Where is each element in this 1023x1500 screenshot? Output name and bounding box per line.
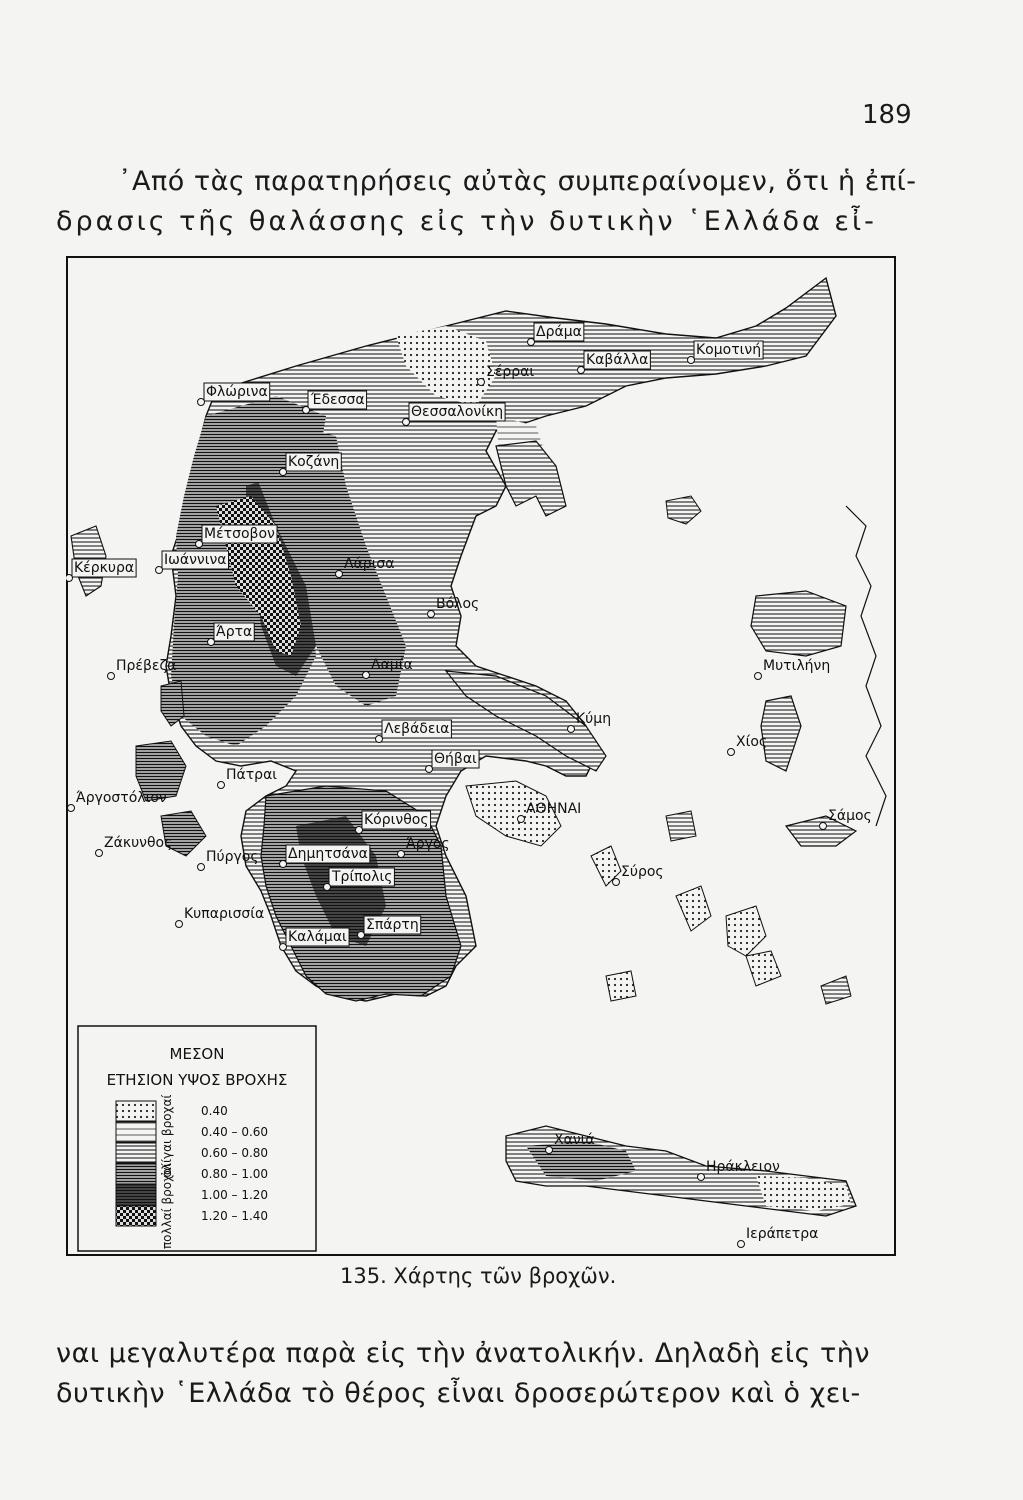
- city-marker-chios: [728, 749, 735, 756]
- place-label-florina: Φλώρινα: [206, 384, 268, 400]
- city-marker-korinthos: [356, 827, 363, 834]
- place-label-argostolion: Άργοστόλιον: [76, 790, 167, 806]
- city-marker-levadeia: [376, 736, 383, 743]
- place-label-sparti: Σπάρτη: [366, 917, 419, 933]
- place-label-chios: Χίος: [736, 734, 768, 750]
- body-text-line-3: ναι μεγαλυτέρα παρὰ εἰς τὴν ἀνατολικήν. Δηλαδὴ εἰς τὴν: [56, 1338, 870, 1369]
- city-marker-thessaloniki: [403, 419, 410, 426]
- place-label-kalamai: Καλάμαι: [288, 929, 347, 945]
- city-marker-patrai: [218, 782, 225, 789]
- place-label-drama: Δράμα: [536, 324, 582, 340]
- city-marker-metsovon: [196, 541, 203, 548]
- city-marker-edessa: [303, 407, 310, 414]
- city-marker-preveza: [108, 673, 115, 680]
- place-label-kozani: Κοζάνη: [288, 454, 340, 470]
- body-text-line-4: δυτικὴν ῾Ελλάδα τὸ θέρος εἶναι δροσερώτερον καὶ ὁ χει-: [56, 1378, 861, 1409]
- city-marker-chania: [546, 1147, 553, 1154]
- city-marker-drama: [528, 339, 535, 346]
- city-marker-thivai: [426, 766, 433, 773]
- legend-swatch-5: [116, 1206, 156, 1226]
- city-marker-athinai: [518, 816, 525, 823]
- city-marker-florina: [198, 399, 205, 406]
- legend-swatch-0: [116, 1101, 156, 1121]
- place-label-athinai: ΑΘΗΝΑΙ: [526, 801, 582, 817]
- lesbos-island: [751, 591, 846, 656]
- legend-swatch-1: [116, 1122, 156, 1142]
- place-label-thessaloniki: Θεσσαλονίκη: [411, 404, 504, 420]
- city-marker-sparti: [358, 932, 365, 939]
- place-label-kymi: Κύμη: [576, 711, 612, 727]
- place-label-irakleion: Ηράκλειον: [706, 1159, 780, 1175]
- city-marker-arta: [208, 639, 215, 646]
- map-canvas: [66, 256, 896, 1256]
- place-label-zakynthos: Ζάκυνθος: [104, 835, 173, 851]
- legend-swatch-4: [116, 1185, 156, 1205]
- city-marker-kymi: [568, 726, 575, 733]
- place-label-volos: Βόλος: [436, 596, 480, 612]
- page-number: 189: [862, 100, 912, 130]
- place-label-argos: Άργος: [406, 836, 450, 852]
- city-marker-lamia: [363, 672, 370, 679]
- city-marker-ioannina: [156, 567, 163, 574]
- city-marker-argostolion: [68, 805, 75, 812]
- legend-title-1: ΜΕΣΟΝ: [169, 1045, 225, 1063]
- city-marker-irakleion: [698, 1174, 705, 1181]
- place-label-serrai: Σέρραι: [486, 364, 535, 380]
- legend-group-high: πολλαί βροχαί: [160, 1162, 174, 1250]
- legend-label-1: 0.40 – 0.60: [201, 1125, 269, 1139]
- place-label-mytilini: Μυτιλήνη: [763, 658, 831, 674]
- place-label-thivai: Θήβαι: [434, 751, 477, 767]
- body-text-line-2: δρασις τῆς θαλάσσης εἰς τὴν δυτικὴν ῾Ελλάδα εἶ-: [56, 206, 877, 237]
- city-marker-syros: [613, 879, 620, 886]
- figure-caption: 135. Χάρτης τῶν βροχῶν.: [340, 1264, 617, 1288]
- chalkidiki: [496, 441, 566, 516]
- city-marker-mytilini: [755, 673, 762, 680]
- lefkada-island: [161, 681, 184, 726]
- city-marker-kalamai: [280, 944, 287, 951]
- place-label-ioannina: Ιωάννινα: [164, 552, 227, 568]
- place-label-tripolis: Τρίπολις: [332, 869, 393, 885]
- city-marker-samos: [820, 823, 827, 830]
- place-label-levadeia: Λεβάδεια: [384, 721, 450, 737]
- place-label-larisa: Λάρισα: [344, 556, 395, 572]
- city-marker-zakynthos: [96, 850, 103, 857]
- legend-group-low: ὀλίγαι βροχαί: [160, 1094, 174, 1178]
- city-marker-dimitsana: [280, 861, 287, 868]
- place-label-metsovon: Μέτσοβον: [204, 526, 275, 542]
- city-marker-pyrgos: [198, 864, 205, 871]
- legend-label-2: 0.60 – 0.80: [201, 1146, 269, 1160]
- legend-label-5: 1.20 – 1.40: [201, 1209, 269, 1223]
- legend-label-0: 0.40: [201, 1104, 228, 1118]
- place-label-samos: Σάμος: [828, 808, 872, 824]
- rainfall-map: [66, 256, 896, 1256]
- place-label-lamia: Λαμία: [371, 657, 413, 673]
- place-label-kerkyra: Κέρκυρα: [74, 560, 135, 576]
- city-marker-kerkyra: [66, 575, 73, 582]
- legend-swatch-3: [116, 1164, 156, 1184]
- legend-swatch-2: [116, 1143, 156, 1163]
- place-label-preveza: Πρέβεζα: [116, 658, 177, 674]
- city-marker-argos: [398, 851, 405, 858]
- city-marker-tripolis: [324, 884, 331, 891]
- body-text-line-1: ᾿Από τὰς παρατηρήσεις αὐτὰς συμπεραίνομεν, ὅτι ἡ ἐπί-: [118, 166, 917, 197]
- place-label-pyrgos: Πύργος: [206, 849, 259, 865]
- city-marker-larisa: [336, 571, 343, 578]
- legend-title-2: ΕΤΗΣΙΟΝ ΥΨΟΣ ΒΡΟΧΗΣ: [106, 1071, 288, 1089]
- city-marker-kyparissia: [176, 921, 183, 928]
- place-label-kyparissia: Κυπαρισσία: [184, 906, 265, 922]
- place-label-kavala: Καβάλλα: [586, 352, 649, 368]
- city-marker-serrai: [478, 379, 485, 386]
- legend-label-3: 0.80 – 1.00: [201, 1167, 269, 1181]
- place-label-ierapetra: Ιεράπετρα: [746, 1226, 819, 1242]
- place-label-edessa: Έδεσσα: [311, 392, 365, 408]
- city-marker-kozani: [280, 469, 287, 476]
- legend-label-4: 1.00 – 1.20: [201, 1188, 269, 1202]
- city-marker-ierapetra: [738, 1241, 745, 1248]
- place-label-chania: Χανιά: [554, 1132, 595, 1148]
- thasos-island: [666, 496, 701, 524]
- place-label-korinthos: Κόρινθος: [364, 812, 429, 828]
- place-label-komotini: Κομοτινή: [696, 342, 762, 358]
- legend: [78, 1026, 316, 1251]
- place-label-syros: Σύρος: [621, 864, 664, 880]
- asia-minor-coast: [846, 506, 886, 826]
- city-marker-kavala: [578, 367, 585, 374]
- place-label-arta: Άρτα: [216, 624, 253, 640]
- city-marker-komotini: [688, 357, 695, 364]
- place-label-dimitsana: Δημητσάνα: [288, 846, 368, 862]
- place-label-patrai: Πάτραι: [226, 767, 278, 783]
- city-marker-volos: [428, 611, 435, 618]
